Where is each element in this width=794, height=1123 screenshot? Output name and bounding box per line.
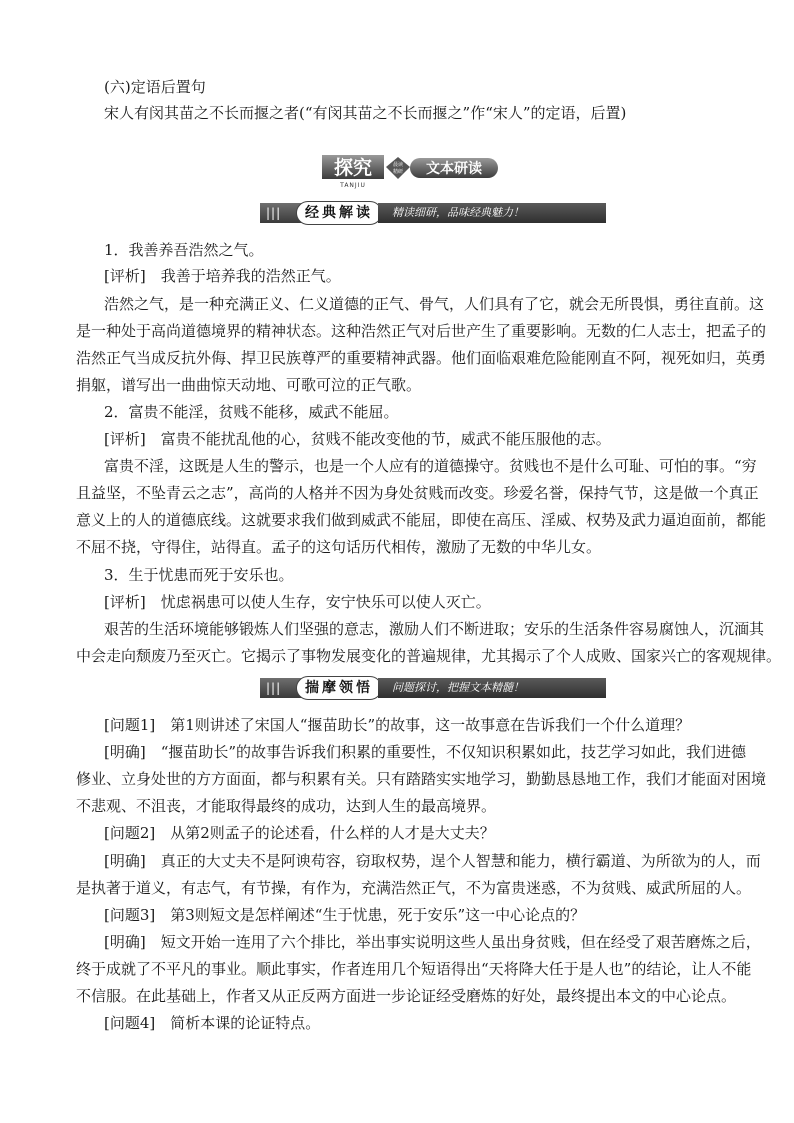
answer-line: 不悲观、不沮丧，才能取得最终的成功，达到人生的最高境界。 xyxy=(76,797,497,815)
quote-3: 3．生于忧患而死于安乐也。 xyxy=(104,566,294,584)
question-2: [问题2] 从第2则孟子的论述看，什么样的人才是大丈夫？ xyxy=(104,824,495,842)
answer-line: 不信服。在此基础上，作者又从正反两方面进一步论证经受磨炼的好处，最终提出本文的中心论点。 xyxy=(76,987,737,1005)
paragraph-line: 浩然正气当成反抗外侮、捍卫民族尊严的重要精神武器。他们面临艰难危险能刚直不阿，视死如归，英勇 xyxy=(76,349,767,367)
answer-line: [明确] 真正的大丈夫不是阿谀苟容，窃取权势，逞个人智慧和能力，横行霸道、为所欲为的人，而 xyxy=(104,852,761,870)
paragraph-line: 不屈不挠，守得住，站得直。孟子的这句话历代相传，激励了无数的中华儿女。 xyxy=(76,538,602,556)
answer-line: 终于成就了不平凡的事业。顺此事实，作者连用几个短语得出“天将降大任于是人也”的结论，让人不能 xyxy=(76,960,752,978)
question-1: [问题1] 第1则讲述了宋国人“揠苗助长”的故事，这一故事意在告诉我们一个什么道理？ xyxy=(104,716,691,734)
answer-line: [明确] “揠苗助长”的故事告诉我们积累的重要性，不仅知识积累如此，技艺学习如此，我们进德 xyxy=(104,743,747,761)
quote-1: 1．我善养吾浩然之气。 xyxy=(104,241,264,259)
banner-diamond-icon xyxy=(386,157,410,179)
analysis-3: [评析] 忧虑祸患可以使人生存，安宁快乐可以使人灭亡。 xyxy=(104,593,491,611)
section-heading: (六)定语后置句 xyxy=(104,78,206,96)
paragraph-line: 且益坚，不坠青云之志”，高尚的人格并不因为身处贫贱而改变。珍爱名誉，保持气节，这是做一个真正 xyxy=(76,484,759,502)
answer-line: [明确] 短文开始一连用了六个排比，举出事实说明这些人虽出身贫贱，但在经受了艰苦磨炼之后， xyxy=(104,933,761,951)
tanjiu-banner xyxy=(322,153,500,189)
section-title: 揣摩领悟 xyxy=(296,676,382,700)
answer-line: 修业、立身处世的方方面面，都与积累有关。只有踏踏实实地学习，勤勤恳恳地工作，我们才能面对困境 xyxy=(76,770,767,788)
bar-stripes-icon: ||| xyxy=(266,206,282,220)
paragraph-line: 是一种处于高尚道德境界的精神状态。这种浩然正气对后世产生了重要影响。无数的仁人志士，把孟子的 xyxy=(76,322,767,340)
analysis-2: [评析] 富贵不能扰乱他的心，贫贱不能改变他的节，威武不能压服他的志。 xyxy=(104,430,611,448)
paragraph-line: 意义上的人的道德底线。这就要求我们做到威武不能屈，即使在高压、淫威、权势及武力逼迫面前，都能 xyxy=(76,511,767,529)
answer-line: 是执著于道义，有志气，有节操，有作为，充满浩然正气，不为富贵迷惑，不为贫贱、威武所屈的人。 xyxy=(76,879,752,897)
analysis-1: [评析] 我善于培养我的浩然正气。 xyxy=(104,267,341,285)
paragraph-line: 富贵不淫，这既是人生的警示，也是一个人应有的道德操守。贫贱也不是什么可耻、可怕的事。“穷 xyxy=(104,457,757,475)
question-3: [问题3] 第3则短文是怎样阐述“生于忧患，死于安乐”这一中心论点的？ xyxy=(104,906,586,924)
banner-right-text: 文本研读 xyxy=(426,161,482,177)
banner-main-text: 探究 xyxy=(333,157,373,179)
banner-small-b: 精研 xyxy=(392,169,404,175)
bar-stripes-icon: ||| xyxy=(266,681,282,695)
paragraph-line: 捐躯，谱写出一曲曲惊天动地、可歌可泣的正气歌。 xyxy=(76,376,422,394)
quote-2: 2．富贵不能淫，贫贱不能移，威武不能屈。 xyxy=(104,403,399,421)
section-bar-classic-reading xyxy=(260,203,606,223)
question-4: [问题4] 简析本课的论证特点。 xyxy=(104,1014,321,1032)
section-tagline: 精读细研，品味经典魅力！ xyxy=(378,203,606,223)
example-sentence: 宋人有闵其苗之不长而揠之者(“有闵其苗之不长而揠之”作“宋人”的定语，后置) xyxy=(104,104,627,122)
paragraph-line: 浩然之气，是一种充满正义、仁义道德的正气、骨气，人们具有了它，就会无所畏惧，勇往直前。这 xyxy=(104,295,765,313)
section-bar-comprehension xyxy=(260,678,606,698)
section-title: 经典解读 xyxy=(296,201,382,225)
banner-small-a: 晨读 xyxy=(392,162,404,168)
section-tagline: 问题探讨，把握文本精髓！ xyxy=(378,678,606,698)
paragraph-line: 中会走向颓废乃至灭亡。它揭示了事物发展变化的普遍规律，尤其揭示了个人成败、国家兴亡的客观规律。 xyxy=(76,647,782,665)
paragraph-line: 艰苦的生活环境能够锻炼人们坚强的意志，激励人们不断进取；安乐的生活条件容易腐蚀人，沉湎其 xyxy=(104,620,765,638)
banner-sub-text: TANJIU xyxy=(340,182,366,189)
